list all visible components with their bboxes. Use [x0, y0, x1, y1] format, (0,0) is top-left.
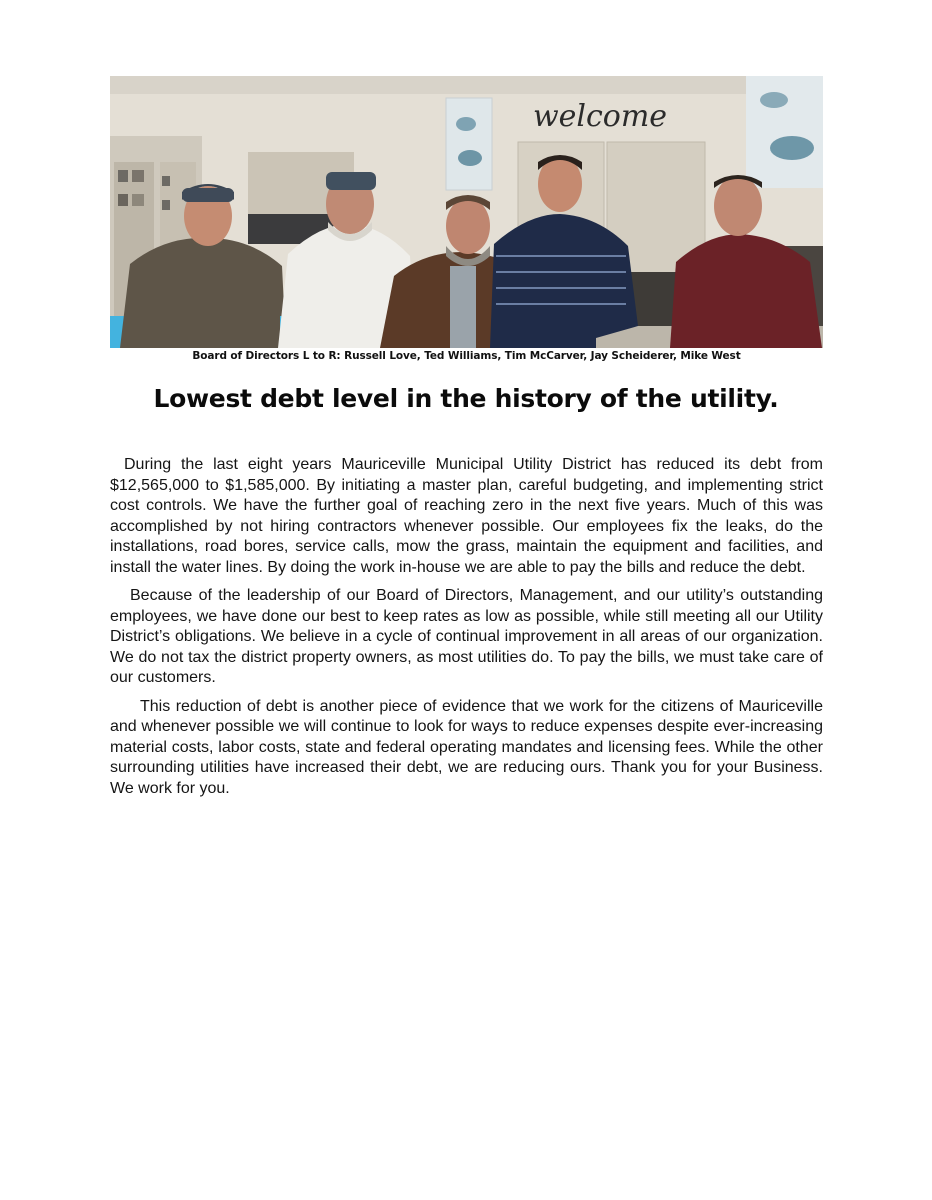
board-photo [110, 76, 823, 348]
welcome-sign: welcome [532, 99, 668, 134]
photo-caption: Board of Directors L to R: Russell Love, Ted Williams, Tim McCarver, Jay Scheiderer, Mike West [192, 350, 741, 362]
paragraph: During the last eight years Mauriceville Municipal Utility District has reduced its debt from $12,565,000 to $1,585,000. By initiating a master plan, careful budgeting, and implementing strict cost controls. We have the further goal of reaching zero in the next five years. Much of this was accomplished by not hiring contractors whenever possible. Our employees fix the leaks, do the installations, road bores, service calls, mow the grass, maintain the equipment and facilities, and install the water lines. By doing the work in-house we are able to pay the bills and reduce the debt. [110, 456, 823, 576]
page-title: Lowest debt level in the history of the utility. [153, 384, 779, 413]
paragraph: This reduction of debt is another piece of evidence that we work for the citizens of Mauriceville and whenever possible we will continue to look for ways to reduce expenses despite ever-increasing material costs, labor costs, state and federal operating mandates and licensing fees. While the other surrounding utilities have increased their debt, we are reducing ours. Thank you for your Business. We work for you. [110, 697, 823, 797]
paragraph: Because of the leadership of our Board of Directors, Management, and our utility’s outstanding employees, we have done our best to keep rates as low as possible, while still meeting all our Utility District’s obligations. We believe in a cycle of continual improvement in all areas of our organization. We do not tax the district property owners, as most utilities do. To pay the bills, we must take care of our customers. [110, 587, 823, 686]
article-body [110, 455, 823, 807]
